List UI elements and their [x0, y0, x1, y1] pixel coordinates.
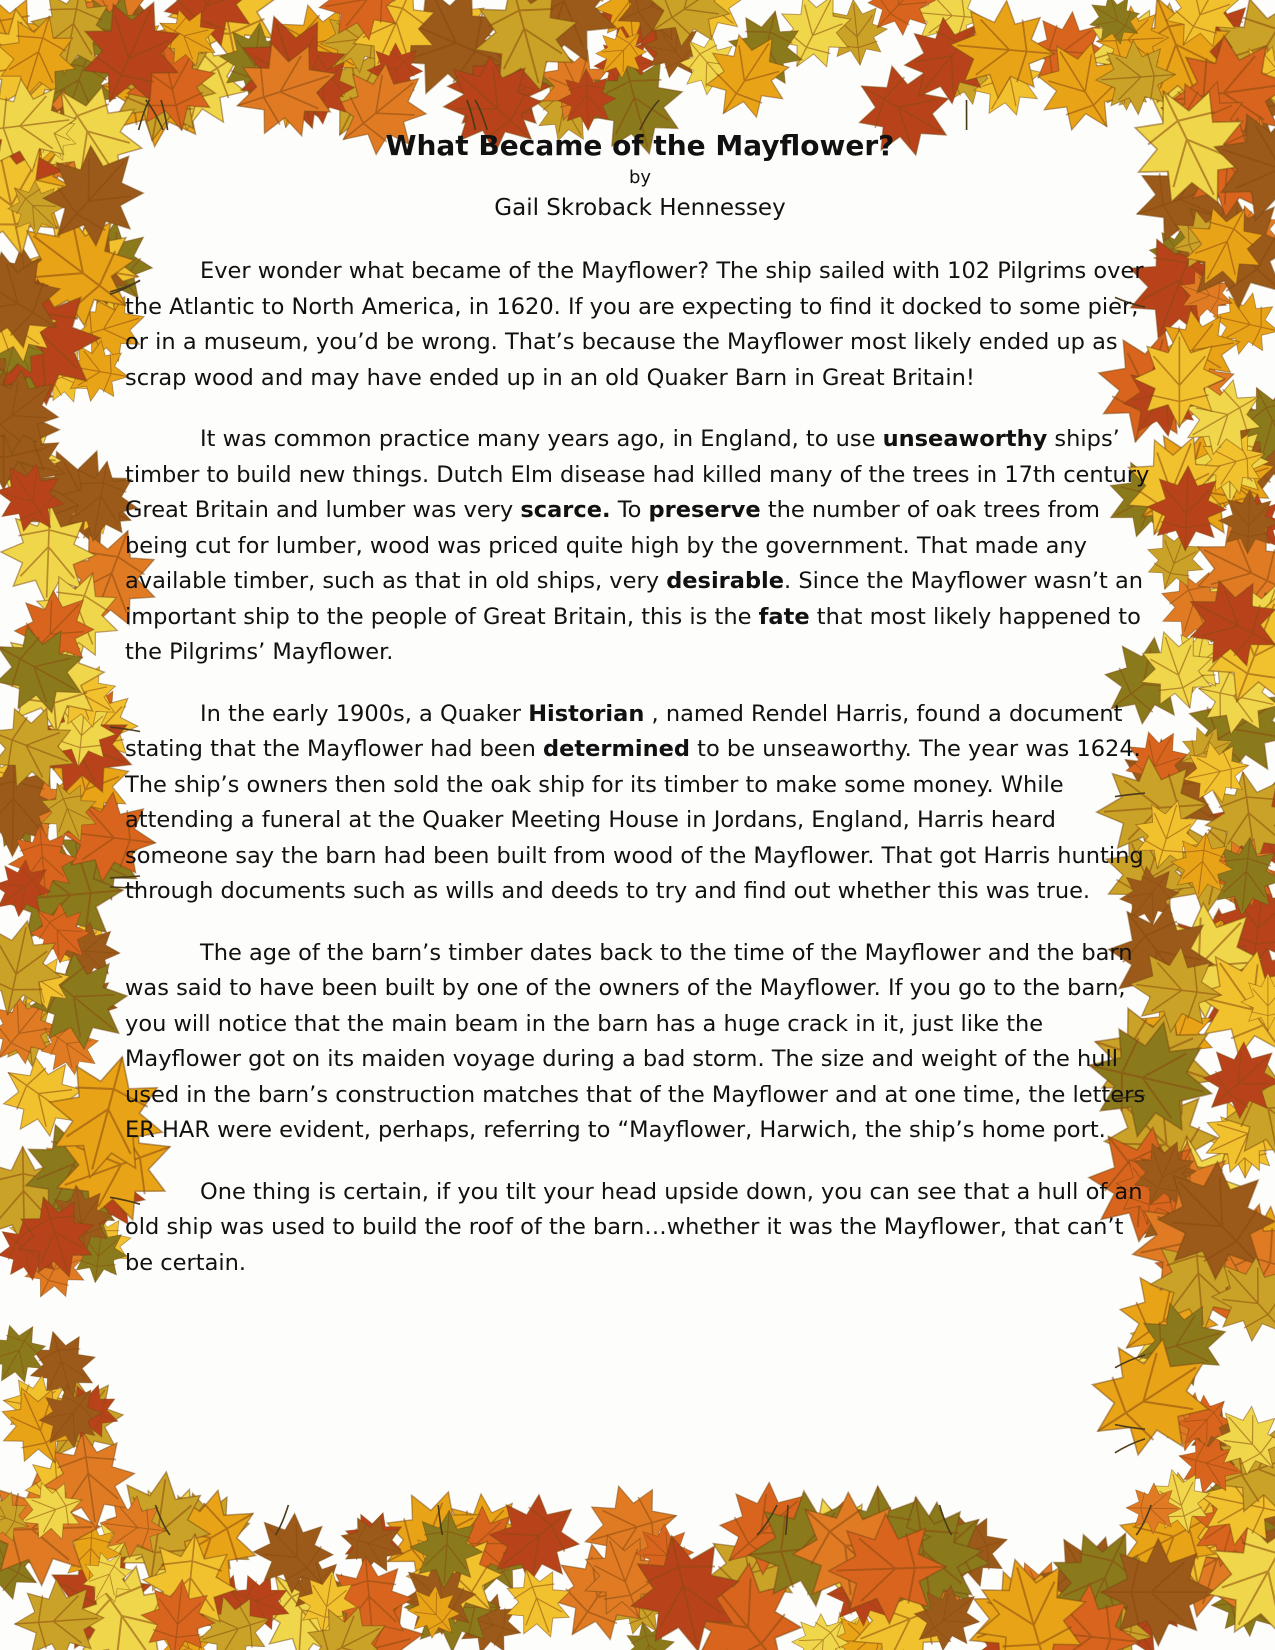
text-run: One thing is certain, if you tilt your head upside down, you can see that a hull of an old ship was used to build the roof of the barn…whether it was the Mayflower, that can’t be certain.: [125, 1178, 1143, 1276]
text-run: that most likely happened to the Pilgrims’ Mayflower.: [125, 603, 1141, 665]
vocabulary-word: desirable: [666, 568, 785, 594]
paragraph: [125, 936, 1155, 1149]
byline-label: by: [628, 167, 652, 188]
vocabulary-word: preserve: [648, 497, 761, 523]
text-run: It was common practice many years ago, in England, to use: [200, 426, 883, 452]
text-run: The age of the barn’s timber dates back to the time of the Mayflower and the barn was said to have been built by one of the owners of the Mayflower. If you go to the barn, you will notice that the main beam in the barn has a huge crack in it, just like the Mayflower got on its maiden voyage during a bad storm. The size and weight of the hull used in the barn’s construction matches that of the Mayflower and at one time, the letters ER HAR were evident, perhaps, referring to “Mayflower, Harwich, the ship’s home port.: [125, 939, 1146, 1143]
vocabulary-word: unseaworthy: [882, 426, 1048, 452]
text-run: , named Rendel Harris, found a document stating that the Mayflower had been: [125, 700, 1123, 762]
article-body: [125, 254, 1155, 1281]
text-run: . Since the Mayflower wasn’t an important ship to the people of Great Britain, this is the: [125, 568, 1144, 630]
paragraph: [125, 422, 1155, 671]
text-run: Ever wonder what became of the Mayflower? The ship sailed with 102 Pilgrims over the Atlantic to North America, in 1620. If you are expecting to find it docked to some pier, or in a museum, you’d be wrong. That’s because the Mayflower most likely ended up as scrap wood and may have ended up in an old Quaker Barn in Great Britain!: [125, 258, 1144, 391]
vocabulary-word: scarce.: [520, 497, 611, 523]
vocabulary-word: fate: [758, 603, 810, 630]
author-name: Gail Skroback Hennessey: [494, 195, 786, 221]
text-run: To: [610, 497, 649, 523]
paragraph: [125, 697, 1155, 910]
text-run: ships’ timber to build new things. Dutch Elm disease had killed many of the trees in 17th century Great Britain and lumber was very: [125, 426, 1150, 523]
vocabulary-word: Historian: [528, 700, 645, 727]
article: [125, 128, 1155, 1307]
text-run: to be unseaworthy. The year was 1624. The ship’s owners then sold the oak ship for its timber to make some money. While attending a funeral at the Quaker Meeting House in Jordans, England, Harris heard someone say the barn had been built from wood of the Mayflower. That got Harris hunting through documents such as wills and deeds to try and find out whether this was true.: [125, 736, 1144, 904]
vocabulary-word: determined: [543, 736, 691, 762]
text-run: In the early 1900s, a Quaker: [200, 700, 529, 727]
paragraph: [125, 1175, 1155, 1282]
text-run: the number of oak trees from being cut for lumber, wood was priced quite high by the government. That made any available timber, such as that in old ships, very: [125, 497, 1100, 594]
article-title: What Became of the Mayflower?: [385, 129, 895, 162]
paragraph: [125, 254, 1155, 396]
